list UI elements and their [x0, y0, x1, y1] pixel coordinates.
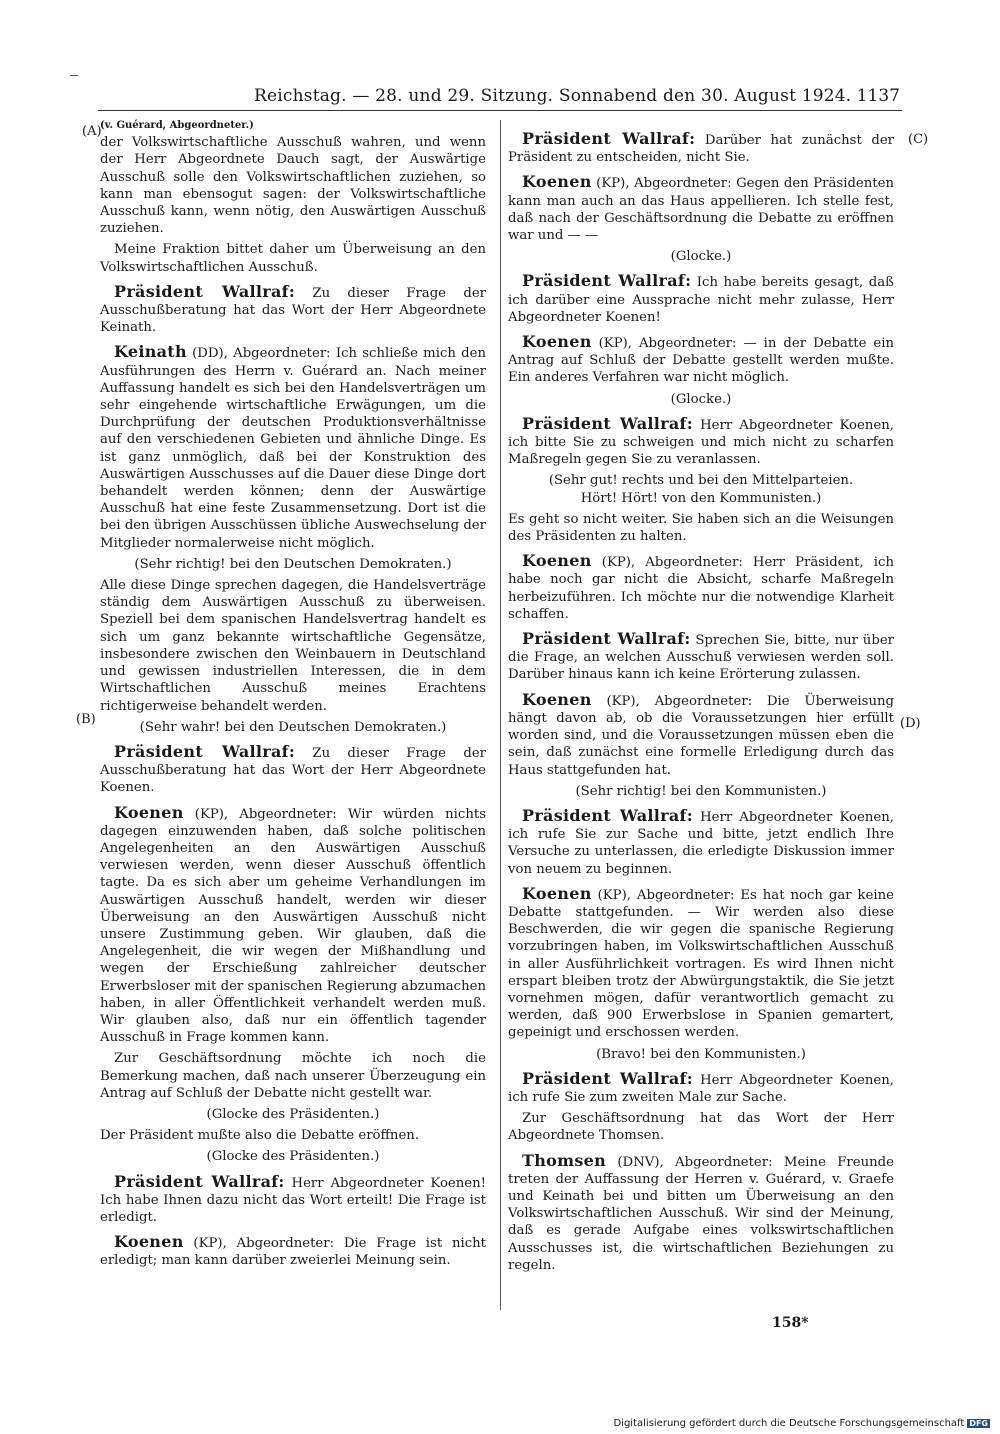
interjection: (Sehr richtig! bei den Kommunisten.)	[575, 783, 827, 799]
paragraph-text: Zu dieser Frage der Ausschußberatung hat das Wort der Herr Abgeordnete Koenen.	[100, 745, 486, 796]
paragraph-text: Darüber hat zunächst der Präsident zu entscheiden, nicht Sie.	[508, 133, 894, 166]
speaker-name: Keinath	[114, 342, 187, 362]
corner-tick	[70, 75, 78, 76]
speaker-name: Präsident Wallraf:	[114, 281, 296, 301]
paragraph-text: Ich habe bereits gesagt, daß ich darüber eine Aussprache nicht mehr zulasse, Herr Abgeordneter Koenen!	[508, 275, 894, 325]
paragraph: Zur Geschäftsordnung möchte ich noch die Bemerkung machen, daß nach unserer Überzeugung ein Antrag auf Schluß der Debatte nicht gestellt war.	[100, 1051, 486, 1101]
paragraph: Alle diese Dinge sprechen dagegen, die Handelsverträge ständig dem Auswärtigen Ausschuß zu überweisen. Speziell bei dem spanischen Handelsvertrag handelt es sich um ganz bekannte wirtschaftliche Gegensätze, insbesondere zwischen den Weinbauern in Deutschland und gewissen industriellen Interessen, die in dem Wirtschaftlichen Ausschuß meines Erachtens richtigerweise behandelt werden.	[100, 578, 486, 714]
paragraph-text: (KP), Abgeordneter: Wir würden nichts dagegen einzuwenden haben, daß solche politischen Angelegenheiten an den Auswärtigen Ausschuß verwiesen werden, wenn dieser Ausschuß öffentlich tagte. Da es sich aber um geheime Verhandlungen im Auswärtigen Ausschuß handelt, werden wir dieser Überweisung an den Auswärtigen Ausschuß nicht unsere Zustimmung geben. Wir glauben, daß die Angelegenheit, die wir wegen der Mißhandlung und wegen der Erschießung zahlreicher deutscher Erwerbsloser mit der spanischen Regierung abzumachen haben, in aller Öffentlichkeit verhandelt werden muß. Wir glauben also, daß nur ein öffentlich tagender Ausschuß in Frage kommen kann.	[100, 806, 486, 1046]
speaker-name: Präsident Wallraf:	[522, 805, 693, 825]
speaker-name: Koenen	[522, 332, 592, 352]
speaker-name: Präsident Wallraf:	[114, 741, 296, 761]
paragraph-text: (KP), Abgeordneter: — in der Debatte ein Antrag auf Schluß der Debatte gestellt werden mußte. Ein anderes Verfahren war nicht möglich.	[508, 336, 894, 386]
paragraph-text: (KP), Abgeordneter: Die Frage ist nicht erledigt; man kann darüber zweierlei Meinung sein.	[100, 1236, 486, 1269]
paragraph: Es geht so nicht weiter. Sie haben sich an die Weisungen des Präsidenten zu halten.	[508, 511, 894, 545]
header-rule	[98, 110, 902, 111]
paragraph	[508, 130, 894, 166]
interjection: (Sehr richtig! bei den Deutschen Demokraten.)	[134, 556, 452, 572]
speaker-name: Präsident Wallraf:	[522, 413, 693, 433]
paragraph	[100, 1173, 486, 1227]
paragraph: Zur Geschäftsordnung hat das Wort der Herr Abgeordnete Thomsen.	[508, 1111, 894, 1144]
paragraph	[508, 333, 894, 387]
paragraph-text: (DNV), Abgeordneter: Meine Freunde treten der Auffassung der Herren v. Guérard, v. Graefe und Keinath bei und bitten um Überweisung an den Volkswirtschaftlichen Ausschuß. Wir sind der Meinung, daß es gerade Aufgabe eines volkswirtschaftlichen Ausschusses ist, die wirtschaftlichen Beziehungen zu regeln.	[508, 1154, 894, 1273]
interjection: (Glocke.)	[670, 391, 732, 407]
interjection: (Glocke des Präsidenten.)	[206, 1106, 380, 1122]
paragraph	[508, 272, 894, 326]
speaker-name: Präsident Wallraf:	[522, 1068, 693, 1088]
paragraph-text: der Volkswirtschaftliche Ausschuß wahren, und wenn der Herr Abgeordnete Dauch sagt, der Auswärtige Ausschuß solle den Volkswirtschaftlichen zuziehen, so kann man ebensogut sagen: der Volkswirtschaftliche Ausschuß kann, wenn nötig, den Auswärtigen Ausschuß zuziehen.	[100, 135, 486, 237]
speaker-name: Koenen	[522, 172, 592, 192]
interjection: Hört! Hört! von den Kommunisten.)	[580, 490, 822, 506]
paragraph-text: Herr Abgeordneter Koenen, ich rufe Sie zum zweiten Male zur Sache.	[508, 1072, 894, 1105]
paragraph	[100, 116, 486, 237]
left-column	[100, 116, 486, 1274]
right-column	[508, 116, 894, 1278]
paragraph	[508, 807, 894, 878]
paragraph-text: Herr Abgeordneter Koenen, ich rufe Sie zur Sache und bitte, jetzt endlich Ihre Versuche zu unterlassen, die erledigte Diskussion immer von neuem zu beginnen.	[508, 809, 894, 877]
paragraph-text: Herr Abgeordneter Koenen! Ich habe Ihnen dazu nicht das Wort erteilt! Die Frage ist erledigt.	[100, 1175, 486, 1225]
paragraph-text: (KP), Abgeordneter: Es hat noch gar keine Debatte stattgefunden. — Wir werden also diese Beschwerden, die wir gegen die spanische Regierung vorzubringen haben, im Volkswirtschaftlichen Ausschuß in aller Ausführlichkeit vortragen. Es wird Ihnen nicht erspart bleiben trotz der Abwürgungstaktik, die Sie jetzt vornehmen mögen, dafür verantwortlich gemacht zu werden, daß 900 Erwerbslose in Spanien gemartert, gepeinigt und erschossen werden.	[508, 887, 894, 1041]
paragraph-text: Zu dieser Frage der Ausschußberatung hat das Wort der Herr Abgeordnete Keinath.	[100, 285, 486, 336]
speaker-name: Präsident Wallraf:	[114, 1171, 285, 1191]
speaker-tag: (v. Guérard, Abgeordneter.)	[100, 120, 254, 131]
paragraph	[100, 804, 486, 1047]
interjection: (Sehr gut! rechts und bei den Mittelparteien.	[548, 473, 854, 489]
speaker-name: Präsident Wallraf:	[522, 129, 696, 148]
speaker-name: Koenen	[522, 689, 592, 709]
paragraph	[508, 630, 894, 684]
signature-mark: 158*	[772, 1315, 809, 1331]
paragraph: Der Präsident mußte also die Debatte eröffnen.	[100, 1128, 420, 1144]
speaker-name: Koenen	[114, 1232, 184, 1252]
margin-mark-c: (C)	[908, 132, 929, 147]
interjection: (Glocke des Präsidenten.)	[206, 1149, 380, 1165]
column-separator	[500, 120, 501, 1310]
paragraph	[100, 743, 486, 797]
running-title: Reichstag. — 28. und 29. Sitzung. Sonnabend den 30. August 1924.	[254, 86, 852, 106]
speaker-name: Koenen	[522, 551, 592, 571]
paragraph	[508, 885, 894, 1042]
paragraph-text: (KP), Abgeordneter: Herr Präsident, ich habe noch gar nicht die Absicht, scharfe Maßregeln herbeizuführen. Ich möchte nur die notwendige Klarheit schaffen.	[508, 555, 894, 622]
paragraph	[508, 691, 894, 779]
paragraph-text: Herr Abgeordneter Koenen, ich bitte Sie zu schweigen und mich nicht zu scharfen Maßregeln gegen Sie zu veranlassen.	[508, 417, 894, 468]
paragraph	[100, 283, 486, 337]
speaker-name: Thomsen	[522, 1150, 607, 1170]
speaker-name: Koenen	[522, 883, 592, 903]
paragraph	[100, 343, 486, 551]
paragraph	[508, 1152, 894, 1274]
interjection: (Sehr wahr! bei den Deutschen Demokraten.)	[139, 719, 447, 735]
speaker-name: Präsident Wallraf:	[522, 629, 691, 649]
paragraph: Meine Fraktion bittet daher um Überweisung an den Volkswirtschaftlichen Ausschuß.	[100, 242, 486, 275]
paragraph	[508, 1070, 894, 1106]
credit-text: Digitalisierung gefördert durch die Deutsche Forschungsgemeinschaft	[613, 1418, 965, 1429]
paragraph-text: (DD), Abgeordneter: Ich schließe mich den Ausführungen des Herrn v. Guérard an. Nach meiner Auffassung handelt es sich bei den Handelsverträgen um sehr eingehende wirtschaftliche Erwägungen, um die Durchprüfung der deutschen Produktionsverhältnisse auf den verschiedenen Gebieten und ähnliche Dinge. Es ist ganz unmöglich, daß bei der Konstruktion des Auswärtigen Ausschusses auf die Dauer diese Dinge dort behandelt werden können; denn der Auswärtige Ausschuß hat eine feste Zusammensetzung. Dort ist die bei den übrigen Ausschüssen übliche Auswechselung der Mitglieder normalerweise nicht möglich.	[100, 346, 486, 551]
paragraph	[508, 415, 894, 469]
margin-mark-b: (B)	[76, 712, 96, 727]
paragraph-text: (KP), Abgeordneter: Gegen den Präsidenten kann man auch an das Haus appellieren. Ich stelle fest, daß nach der Geschäftsordnung die Debatte zu eröffnen war und — —	[508, 176, 894, 244]
interjection: (Bravo! bei den Kommunisten.)	[596, 1046, 806, 1062]
margin-mark-d: (D)	[900, 716, 921, 731]
speaker-name: Koenen	[114, 802, 184, 822]
dfg-logo: DFG	[969, 1419, 988, 1428]
interjection: (Glocke.)	[670, 249, 732, 265]
paragraph-text: (KP), Abgeordneter: Die Überweisung hängt davon ab, ob die Voraussetzungen hier erfüllt worden sind, und die Voraussetzungen müssen eben die sein, daß zunächst eine formelle Erledigung durch das Haus stattgefunden hat.	[508, 693, 894, 778]
paragraph	[508, 173, 894, 244]
margin-mark-a: (A)	[82, 124, 102, 139]
page-header	[100, 86, 900, 112]
page-number: 1137	[856, 86, 900, 106]
paragraph-text: Sprechen Sie, bitte, nur über die Frage, an welchen Ausschuß verwiesen werden soll. Darüber hinaus kann ich keine Erörterung zulassen.	[508, 633, 894, 683]
digitization-credit	[613, 1418, 990, 1429]
paragraph	[100, 1233, 486, 1269]
speaker-name: Präsident Wallraf:	[522, 271, 692, 291]
paragraph	[508, 552, 894, 623]
